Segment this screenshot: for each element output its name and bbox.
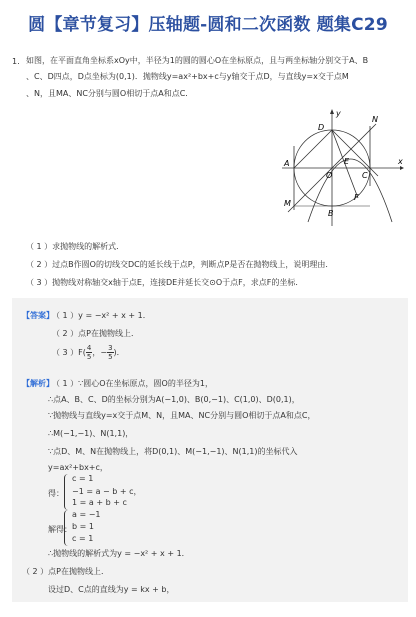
solve-label: 解得： xyxy=(48,525,72,534)
answer-tag: 【答案】 xyxy=(22,311,54,320)
sub-question-3: （ 3 ）抛物线对称轴交x轴于点E，连接DE并延长交⊙O于点F，求点F的坐标． xyxy=(26,278,304,287)
system2-row-3: c = 1 xyxy=(72,534,94,543)
system2-row-1: a = −1 xyxy=(72,510,101,519)
answer-line-3: （ 3 ）F( $\frac{4}{5}$ ，− $\frac{3}{5}$ )． xyxy=(52,344,125,361)
neg-sign: − xyxy=(100,348,108,357)
geometry-figure xyxy=(280,106,410,228)
system1-row-2: −1 = a − b + c， xyxy=(72,487,142,496)
label-n: N xyxy=(372,115,378,124)
label-x: x xyxy=(398,157,403,166)
question-text-line-1: 如图，在平面直角坐标系xOy中，半径为1的圆的圆心O在坐标原点，且与两坐标轴分别交于A、B xyxy=(26,56,369,65)
answer-section xyxy=(12,298,408,602)
label-m: M xyxy=(284,199,291,208)
label-c: C xyxy=(362,171,368,180)
brace-1 xyxy=(64,474,71,510)
label-d: D xyxy=(318,123,325,132)
label-b: B xyxy=(328,209,334,218)
sub-question-2: （ 2 ）过点B作圆O的切线交DC的延长线于点P，判断点P是否在抛物线上，说明理由． xyxy=(26,260,334,269)
question-text-line-3: 、N，且MA、NC分别与圆O相切于点A和点C． xyxy=(26,89,194,98)
label-e: E xyxy=(344,157,350,166)
label-y: y xyxy=(336,109,341,118)
analysis-line-5: ∵点D、M、N在抛物线上，将D(0,1)、M(−1,−1)、N(1,1)的坐标代入 xyxy=(48,447,298,456)
parabola xyxy=(308,159,392,222)
fraction-2-num: 3 xyxy=(108,344,113,352)
analysis-line-3: ∵抛物线与直线y=x交于点M、N，且MA、NC分别与圆O相切于点A和点C， xyxy=(48,411,316,420)
line-ad xyxy=(294,130,332,168)
question-text-line-2: 、C、D四点，D点坐标为(0,1)．抛物线y=ax²+bx+c与y轴交于点D，与直线y=x交于点M xyxy=(26,72,349,81)
analysis-line-1: （ 1 ）∵圆心O在坐标原点，圆O的半径为1， xyxy=(52,379,213,388)
brace-2 xyxy=(64,510,71,546)
analysis-part2-line: 设过D、C点的直线为y = kx + b， xyxy=(48,585,175,594)
analysis-line-6: y=ax²+bx+c， xyxy=(48,463,108,472)
analysis-tag: 【解析】 xyxy=(22,379,54,388)
answer-line-1: （ 1 ）y = −x² + x + 1． xyxy=(52,311,151,320)
system1-row-1: c = 1 xyxy=(72,474,94,483)
answer-line-2: （ 2 ）点P在抛物线上． xyxy=(52,329,139,338)
get-label: 得： xyxy=(48,489,64,498)
page-title: 圆【章节复习】压轴题-圆和二次函数 题集C29 xyxy=(28,15,388,35)
fraction-1 xyxy=(86,344,92,361)
sub-question-1: （ 1 ）求抛物线的解析式． xyxy=(26,242,125,251)
system1-row-3: 1 = a + b + c xyxy=(72,498,127,507)
x-axis-arrow xyxy=(400,166,404,170)
fraction-1-num: 4 xyxy=(86,344,92,352)
label-a: A xyxy=(284,159,290,168)
label-o: O xyxy=(326,171,333,180)
analysis-line-2: ∴点A、B、C、D的坐标分别为A(−1,0)、B(0,−1)、C(1,0)、D(0,1)， xyxy=(48,395,300,404)
fraction-2 xyxy=(107,344,113,361)
analysis-line-4: ∴M(−1,−1)、N(1,1)， xyxy=(48,429,134,438)
fraction-2-den: 5 xyxy=(108,353,113,361)
answer-line-3-prefix: （ 3 ）F xyxy=(52,348,83,357)
fraction-1-den: 5 xyxy=(86,353,92,361)
analysis-conclusion: ∴抛物线的解析式为y = −x² + x + 1． xyxy=(48,549,190,558)
label-f: F xyxy=(354,193,359,202)
line-dc xyxy=(332,130,378,176)
analysis-part2: （ 2 ）点P在抛物线上． xyxy=(22,567,109,576)
y-axis-arrow xyxy=(330,109,334,114)
system2-row-2: b = 1 xyxy=(72,522,94,531)
question-number: 1. xyxy=(12,57,20,66)
